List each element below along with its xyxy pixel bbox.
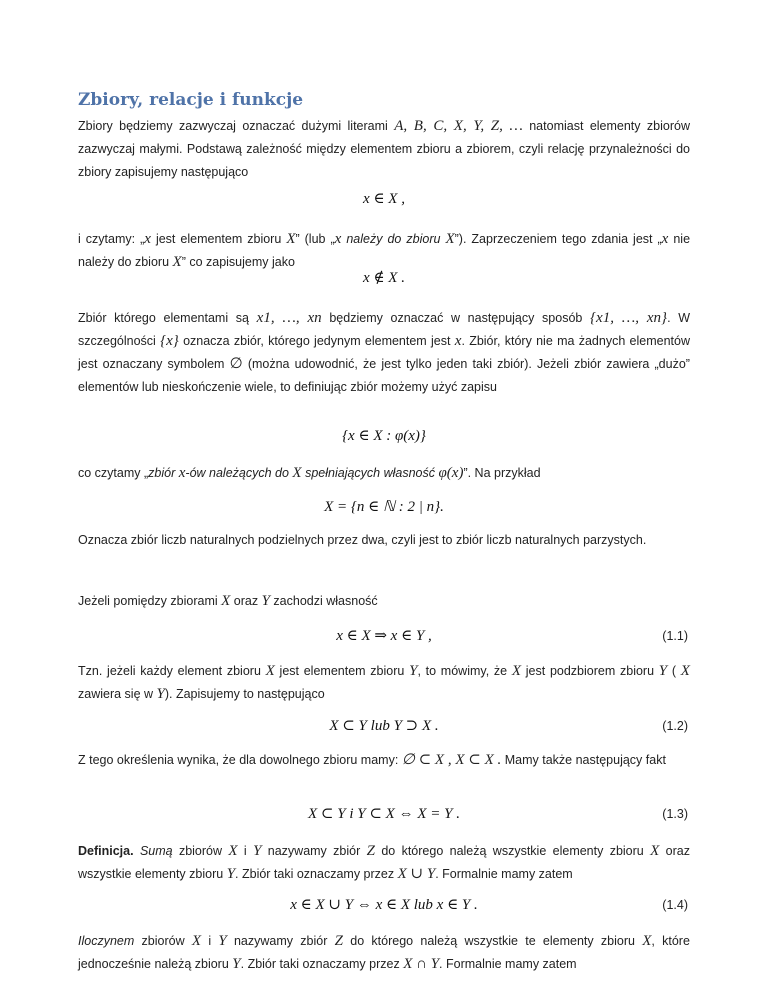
paragraph-even-numbers: Oznacza zbiór liczb naturalnych podzielnych przez dwa, czyli jest to zbiór liczb naturalnych parzystych. [78, 533, 647, 547]
equation-1-1: x ∈ X ⇒ x ∈ Y , [336, 628, 432, 644]
paragraph-subset-intro: Jeżeli pomiędzy zbiorami X oraz Y zachodzi własność [78, 593, 378, 609]
equation-example: X = {n ∈ ℕ : 2 | n}. [324, 499, 444, 515]
paragraph-intro: Zbiory będziemy zazwyczaj oznaczać dużymi literami A, B, C, X, Y, Z, … natomiast elementy zbiorów zazwyczaj małymi. Podstawą zależność między elementem zbioru a zbiorem, czyli relację przynależności do zbiory zapisujemy następująco [78, 118, 690, 179]
section-title: Zbiory, relacje i funkcje [78, 90, 304, 110]
equation-set-builder: {x ∈ X : φ(x)} [342, 428, 426, 444]
paragraph-subset-definition: Tzn. jeżeli każdy element zbioru X jest elementem zbioru Y, to mówimy, że X jest podzbiorem zbioru Y ( X zawiera się w Y). Zapisujemy to następująco [78, 663, 690, 702]
equation-1-4: x ∈ X ∪ Y ⇔ x ∈ X lub x ∈ Y . [290, 897, 478, 913]
equation-membership: x ∈ X , [363, 191, 405, 207]
paragraph-set-builder-reading: co czytamy „zbiór x-ów należących do X spełniających własność φ(x)”. Na przykład [78, 465, 541, 481]
equation-1-2: X ⊂ Y lub Y ⊃ X . [329, 718, 439, 734]
paragraph-set-notation: Zbiór którego elementami są x1, …, xn będziemy oznaczać w następujący sposób {x1, …, xn}. W szczególności {x} oznacza zbiór, którego jedynym elementem jest x. Zbiór, który nie ma żadnych elementów jest oznaczany symbolem ∅ (można udowodnić, że jest tylko jeden taki zbiór). Jeżeli zbiór zawiera „dużo” elementów lub nieskończenie wiele, to definiując zbiór możemy użyć zapisu [78, 310, 691, 394]
paragraph-intersection-definition: Iloczynem zbiorów X i Y nazywamy zbiór Z do którego należą wszystkie te elementy zbioru X, które jednocześnie należą zbioru Y. Zbiór taki oznaczamy przez X ∩ Y. Formalnie mamy zatem [78, 933, 690, 972]
equation-1-3: X ⊂ Y i Y ⊂ X ⇔ X = Y . [308, 806, 460, 822]
equation-number-1-4: (1.4) [662, 898, 688, 912]
paragraph-union-definition: Definicja. Sumą zbiorów X i Y nazywamy zbiór Z do którego należą wszystkie elementy zbioru X oraz wszystkie elementy zbioru Y. Zbiór taki oznaczamy przez X ∪ Y. Formalnie mamy zatem [78, 843, 690, 882]
equation-number-1-3: (1.3) [662, 807, 688, 821]
paragraph-reading: i czytamy: „x jest elementem zbioru X” (lub „x należy do zbioru X”). Zaprzeczeniem tego zdania jest „x nie należy do zbioru X” co zapisujemy jako [78, 231, 691, 270]
paragraph-subset-facts: Z tego określenia wynika, że dla dowolnego zbioru mamy: ∅ ⊂ X , X ⊂ X . Mamy także następujący fakt [78, 752, 666, 768]
equation-nonmembership: x ∉ X . [363, 270, 405, 286]
equation-number-1-2: (1.2) [662, 719, 688, 733]
equation-number-1-1: (1.1) [662, 629, 688, 643]
